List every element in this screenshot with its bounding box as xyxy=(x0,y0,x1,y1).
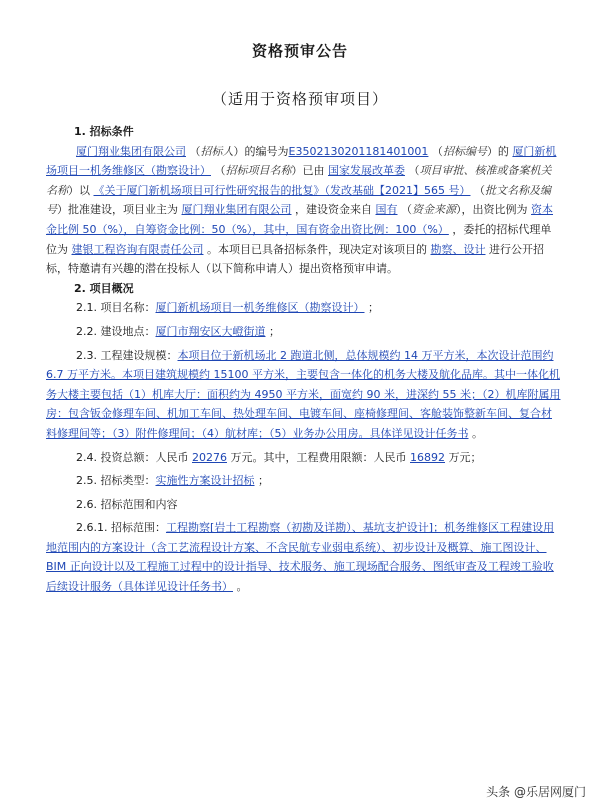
static-text: 建设地点： xyxy=(100,324,156,338)
section-2-item xyxy=(46,495,562,515)
filled-field: 勘察、设计 xyxy=(430,242,486,256)
item-number: 2.5. xyxy=(76,474,101,488)
filled-field: 厦门新机场项目一机务维修区（勘察设计） xyxy=(155,301,365,315)
static-text: （ xyxy=(470,183,485,197)
static-text: 万元。其中，工程费用限额：人民币 xyxy=(227,450,410,464)
filled-field: 资本金比例 50（%），自筹资金比例：50（%），其中，国有资金出资比例：100（%） xyxy=(46,203,553,236)
filled-field: E3502130201181401001 xyxy=(288,144,429,158)
filled-field: 厦门翔业集团有限公司 xyxy=(76,144,186,158)
static-text: ； xyxy=(254,474,269,488)
section-1-heading: 1. 招标条件 xyxy=(74,125,134,138)
section-2-item xyxy=(46,346,562,444)
item-number: 2.4. xyxy=(76,450,101,464)
filled-field: 16892 xyxy=(410,450,445,464)
filled-field: 国家发展改革委 xyxy=(328,164,405,178)
field-hint: 招标项目名称 xyxy=(225,164,292,178)
static-text: 投资总额：人民币 xyxy=(100,450,192,464)
section-2-item xyxy=(46,322,562,342)
filled-field: 厦门市翔安区大嶝街道 xyxy=(155,324,266,338)
static-text: ）已由 xyxy=(291,164,328,178)
static-text: 。本项目已具备招标条件，现决定对该项目的 xyxy=(203,242,431,256)
item-number: 2.3. xyxy=(76,348,101,362)
static-text: ）批准建设，项目业主为 xyxy=(57,203,182,217)
static-text: 项目名称： xyxy=(100,301,156,315)
static-text: （ xyxy=(397,203,412,217)
static-text: 万元； xyxy=(445,450,482,464)
filled-field: 《关于厦门新机场项目可行性研究报告的批复》（发改基础【2021】565 号） xyxy=(93,183,471,197)
static-text: ，委托的招标代理单位为 xyxy=(46,222,552,256)
static-text: ），出资比例为 xyxy=(456,203,531,217)
watermark xyxy=(486,783,586,800)
section-2-item xyxy=(46,298,562,318)
field-hint: 批文名称及编号 xyxy=(46,183,551,217)
static-text: 。 xyxy=(468,426,483,440)
section-2-heading: 2. 项目概况 xyxy=(74,281,134,295)
field-hint: 招标编号 xyxy=(442,144,487,158)
static-text: 。 xyxy=(233,580,248,594)
field-hint: 资金来源 xyxy=(412,203,456,217)
static-text: ）的编号为 xyxy=(233,144,289,158)
static-text: ）以 xyxy=(68,183,94,197)
item-number: 2.2. xyxy=(76,324,101,338)
filled-field: 本项目位于新机场北 2 跑道北侧，总体规模约 14 万平方米，本次设计范围约 6.7 万平方米。本项目建筑规模约 15100 平方米，主要包含一体化的机务大楼及航化品库。其中一体化机务大楼主要包括（1）机库大厅：面积约为 4950 平方米，面宽约 90 米，进深约 55 米；（2）机库附属用房：包含钣金修理车间、机加工车间、热处理车间、电镀车间、座椅修理间、客舱装饰整新车间、复合材料修理间等；（3）附件修理间；（4）航材库；（5）业务办公用房。具体详见设计任务书 xyxy=(46,348,561,440)
item-number: 2.6.1. xyxy=(76,521,111,535)
filled-field: 实施性方案设计招标 xyxy=(155,474,255,488)
section-2-item xyxy=(46,518,562,596)
document-body xyxy=(46,122,562,597)
static-text: （ xyxy=(211,164,226,178)
static-text: ； xyxy=(265,324,280,338)
field-hint: 招标人 xyxy=(200,144,234,158)
static-text: （ xyxy=(405,164,420,178)
filled-field: 工程勘察[岩土工程勘察（初勘及详勘）、基坑支护设计]；机务维修区工程建设用地范围内的方案设计（含工艺流程设计方案、不含民航专业弱电系统）、初步设计及概算、施工图设计、BIM 正向设计以及工程施工过程中的设计指导、技术服务、施工现场配合服务、图纸审查及工程竣工验收后续设计服务（具体详见设计任务书） xyxy=(46,521,555,594)
static-text: 进行公开招标，特邀请有兴趣的潜在投标人（以下简称申请人）提出资格预审申请。 xyxy=(46,242,544,276)
filled-field: 建银工程咨询有限责任公司 xyxy=(71,242,204,256)
watermark-text: 头条 @乐居网厦门 xyxy=(486,785,586,799)
filled-field: 厦门新机场项目一机务维修区（勘察设计） xyxy=(46,144,557,178)
static-text: 招标类型： xyxy=(100,474,156,488)
filled-field: 厦门翔业集团有限公司 xyxy=(181,203,292,217)
item-number: 2.6. xyxy=(76,497,101,511)
page-title: 资格预审公告 xyxy=(251,42,348,60)
item-number: 2.1. xyxy=(76,301,101,315)
page-subtitle: （适用于资格预审项目） xyxy=(211,90,388,108)
static-text: 招标范围： xyxy=(110,521,166,535)
static-text: ，建设资金来自 xyxy=(291,203,376,217)
section-2-item xyxy=(46,471,562,491)
field-hint: 项目审批、核准或备案机关名称 xyxy=(46,164,552,197)
filled-field: 国有 xyxy=(375,203,398,217)
static-text: （ xyxy=(428,144,443,158)
static-text: ）的 xyxy=(486,144,513,158)
section-2-item xyxy=(46,448,562,468)
static-text: ； xyxy=(364,301,379,315)
section-1-paragraph xyxy=(46,142,562,279)
static-text: 工程建设规模： xyxy=(100,348,178,362)
static-text: 招标范围和内容 xyxy=(100,497,178,511)
static-text: （ xyxy=(186,144,201,158)
filled-field: 20276 xyxy=(192,450,227,464)
section-2-items xyxy=(46,298,562,596)
